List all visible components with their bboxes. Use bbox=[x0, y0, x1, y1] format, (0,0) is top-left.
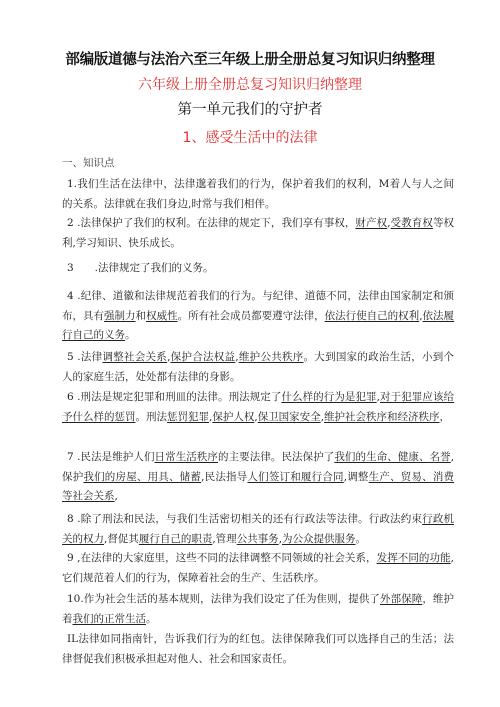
paragraph-text: , bbox=[235, 351, 239, 363]
paragraph-text: 。所有社会成员都要遵守法律， bbox=[177, 309, 325, 322]
paragraph-text: 1.我们生活在法律中，法律邈着我们的行为，保护着我们的权利，M着人与人之间的关系。法律就在我们身边,时常与我们相伴。 bbox=[62, 178, 454, 210]
paragraph-text: 。 bbox=[146, 612, 157, 625]
paragraph-10 bbox=[62, 590, 454, 629]
paragraph-text: ,调整 bbox=[343, 470, 369, 483]
paragraph-text: 。 bbox=[355, 532, 367, 545]
underlined-term: 维护公共秩序 bbox=[238, 351, 304, 363]
underlined-term: 保护合法权益 bbox=[170, 351, 236, 363]
underlined-term: 人们签订和履行合同 bbox=[247, 470, 344, 483]
underlined-term: 我们的房屋、用具、储蓄 bbox=[83, 470, 202, 483]
grade-subtitle: 六年级上册全册总复习知识归纳整理 bbox=[138, 77, 362, 93]
lesson-title: 1、感受生活中的法律 bbox=[182, 130, 318, 146]
unit-title: 第一单元我们的守护者 bbox=[177, 102, 323, 118]
underlined-term: 对于犯罪应该给予什么样的惩罚 bbox=[62, 391, 455, 423]
paragraph-text: 和 bbox=[135, 309, 147, 322]
paragraph-text: 的主要法律。民法保护了 bbox=[218, 451, 335, 463]
paragraph-text: , bbox=[114, 490, 118, 502]
paragraph-5 bbox=[62, 348, 454, 387]
paragraph-text: , bbox=[278, 532, 283, 545]
paragraph-text: , bbox=[376, 391, 380, 403]
paragraph-text: 等权利,学习知识、快乐成长。 bbox=[62, 217, 455, 249]
paragraph-text: , bbox=[254, 410, 258, 423]
paragraph-text: ,保护 bbox=[62, 451, 455, 483]
paragraph-text: 5 .法律 bbox=[67, 351, 103, 363]
paragraph-2 bbox=[62, 214, 454, 253]
underlined-term: 发挥不同的功能 bbox=[376, 552, 451, 564]
section-heading: 一、知识点 bbox=[62, 157, 115, 169]
paragraph-text: ,管理 bbox=[212, 532, 237, 545]
paragraph-text: 10.作为社会生活的基本规则，法律为我们设定了任为隹则，提供了 bbox=[67, 593, 381, 605]
paragraph-text: ，维护着 bbox=[62, 593, 455, 625]
paragraph-text: 9 ,在法律的大家庭里，这些不同的法律调整不同领域的社会关系， bbox=[67, 552, 377, 564]
paragraph-6 bbox=[62, 388, 454, 427]
document-title: 部编版道德与法治六至三年级上册全册总复习知识归纳整理 bbox=[65, 52, 435, 68]
paragraph-7 bbox=[62, 448, 454, 507]
paragraph-9 bbox=[62, 549, 454, 588]
paragraph-text: ,它们规范着人们的行为，保障着社会的生产、生活秩序。 bbox=[62, 552, 454, 584]
underlined-term: 强制力 bbox=[104, 309, 136, 322]
paragraph-text: 。 bbox=[125, 329, 136, 341]
paragraph-8 bbox=[62, 510, 454, 549]
paragraph-4 bbox=[62, 287, 454, 346]
paragraph-text: 6 .刑法是规定犯罪和刑皿的法律。刑法规定了 bbox=[67, 391, 282, 403]
paragraph-text: IL法律如同指南针，告诉我们行为的红包。法律保障我们可以选择自己的生活；法律督促我们积极承担起对他人、社会和国家责任。 bbox=[62, 633, 454, 665]
underlined-term: 依法行使自己的权利 bbox=[324, 309, 420, 322]
paragraph-3 bbox=[62, 259, 454, 279]
underlined-term: 权威性 bbox=[146, 309, 178, 322]
underlined-term: 调整社会关系 bbox=[102, 351, 168, 363]
underlined-term: 我们的生命、健康、名誉 bbox=[334, 451, 451, 463]
underlined-term: 我们的正常生活 bbox=[72, 612, 146, 625]
underlined-term: 维护社会秩序和经济秩序 bbox=[324, 410, 440, 423]
underlined-term: 依法履行自己的义务 bbox=[62, 309, 455, 341]
underlined-term: 财产权 bbox=[355, 217, 388, 229]
paragraph-text: 7 .民法是维护人们 bbox=[67, 451, 155, 463]
underlined-term: 保护人权 bbox=[212, 410, 255, 423]
underlined-term: 受教育权 bbox=[390, 217, 433, 229]
paragraph-text: , bbox=[419, 309, 423, 322]
paragraph-text: 2 .法律保护了我们的权利。在法律的规定下，我们享有事权， bbox=[67, 217, 356, 229]
underlined-term: 为公众提供服务 bbox=[282, 532, 356, 545]
paragraph-text: ,民法指导 bbox=[201, 470, 248, 483]
paragraph-text: , bbox=[320, 410, 325, 423]
paragraph-text: 4 .纪律、道徽和法律规范着我们的行为。与纪律、道德不同，法律由国家制定和颁布，具有 bbox=[62, 290, 454, 322]
paragraph-text: ， bbox=[439, 410, 451, 423]
paragraph-1 bbox=[62, 175, 454, 214]
paragraph-text: 8 .除了刑法和民法，与我们生活密切相关的还有行政法等法律。行政法约束 bbox=[67, 513, 423, 525]
paragraph-text: 。大到国家的政治生活，小到个人的家庭生活，处处都有法律的身影。 bbox=[62, 351, 455, 383]
paragraph-text: 3 .法律规定了我们的义务。 bbox=[67, 262, 214, 274]
underlined-term: 履行自己的职责 bbox=[138, 532, 213, 545]
underlined-term: 生产、贸易、消费等社会关系 bbox=[62, 470, 455, 502]
underlined-term: 惩罚犯罪 bbox=[167, 410, 209, 423]
paragraph-text: , bbox=[209, 410, 213, 423]
paragraph-text: ,督促其 bbox=[104, 532, 139, 545]
underlined-term: 日常生活秩序 bbox=[154, 451, 219, 463]
underlined-term: 什么样的行为是犯罪 bbox=[281, 391, 377, 403]
paragraph-text: , bbox=[387, 217, 391, 229]
paragraph-text: 。刑法 bbox=[135, 410, 167, 423]
underlined-term: 公共事务 bbox=[236, 532, 279, 545]
underlined-term: 保卫国家安全 bbox=[257, 410, 321, 423]
paragraph-11 bbox=[62, 630, 454, 669]
underlined-term: 外部保障 bbox=[380, 593, 423, 605]
underlined-term: 行政机关的权力 bbox=[62, 513, 454, 545]
paragraph-text: , bbox=[167, 351, 171, 363]
